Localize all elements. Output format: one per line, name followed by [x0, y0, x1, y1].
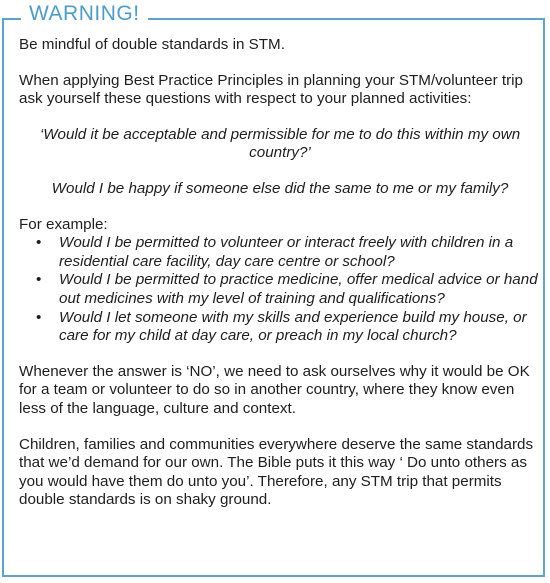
closing-text: Children, families and communities everywhere deserve the same standards that we’d demand for our own. The Bible puts it this way ‘ Do unto others as you would have them do unto you’. Therefore, any STM trip that permits double standards is on shaky ground.: [19, 435, 534, 509]
bullet-icon: •: [36, 234, 42, 252]
example-lead: For example:: [19, 215, 108, 233]
intro-text: Be mindful of double standards in STM.: [19, 36, 285, 53]
warning-title: WARNING!: [21, 2, 148, 26]
bullet-icon: •: [36, 271, 42, 289]
example-text: Would I let someone with my skills and experience build my house, or care for my child at day care, or preach in my local church?: [59, 308, 527, 345]
question-own-country: ‘Would it be acceptable and permissible for me to do this within my own country?’: [39, 125, 521, 162]
examples-list: [19, 234, 541, 346]
applying-text: When applying Best Practice Principles in planning your STM/volunteer trip ask yourself these questions with respect to your planned activities:: [19, 71, 523, 108]
bullet-icon: •: [36, 308, 42, 326]
question-happy: Would I be happy if someone else did the same to me or my family?: [51, 179, 509, 197]
list-item: [19, 309, 541, 346]
example-text: Would I be permitted to volunteer or interact freely with children in a residential care facility, day care centre or school?: [59, 234, 514, 270]
warning-content: [19, 36, 541, 527]
example-text: Would I be permitted to practice medicine, offer medical advice or hand out medicines with my level of training and qualifications?: [59, 271, 538, 307]
list-item: [19, 271, 541, 308]
whenever-text: Whenever the answer is ‘NO’, we need to ask ourselves why it would be OK for a team or volunteer to do so in another country, where they know even less of the language, culture and context.: [19, 362, 530, 417]
list-item: [19, 234, 541, 271]
